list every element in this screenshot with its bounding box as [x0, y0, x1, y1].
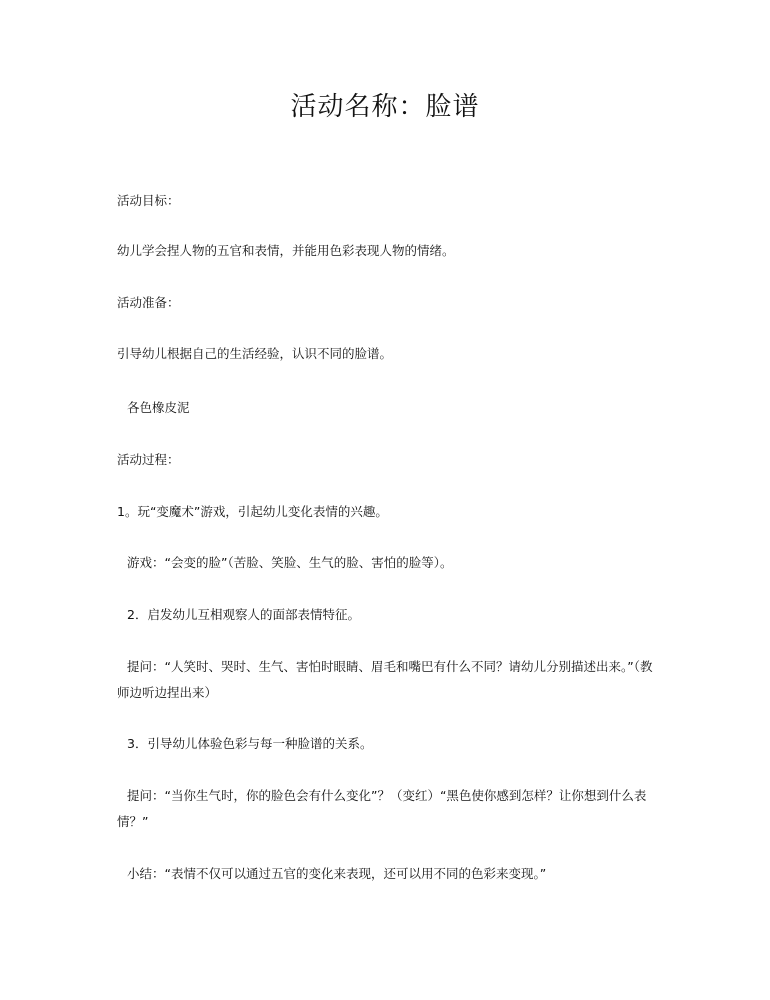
- step-2: 2．启发幼儿互相观察人的面部表情特征。: [127, 607, 360, 622]
- step-1-game: 游戏：“会变的脸”（苦脸、笑脸、生气的脸、害怕的脸等）。: [127, 555, 453, 570]
- section-heading-process: 活动过程：: [117, 452, 180, 467]
- step-2-question: 提问：“人笑时、哭时、生气、害怕时眼睛、眉毛和嘴巴有什么不同？请幼儿分别描述出来。”（教师边听边捏出来）: [117, 659, 653, 700]
- paragraph-goals: 幼儿学会捏人物的五官和表情，并能用色彩表现人物的情绪。: [117, 243, 455, 258]
- paragraph-preparation: 引导幼儿根据自己的生活经验，认识不同的脸谱。: [117, 346, 393, 361]
- step-3-question: 提问：“当你生气时，你的脸色会有什么变化”？（变红）“黑色使你感到怎样？让你想到什么表情？”: [117, 788, 647, 829]
- step-1: 1。玩“变魔术”游戏，引起幼儿变化表情的兴趣。: [117, 504, 388, 519]
- step-3: 3．引导幼儿体验色彩与每一种脸谱的关系。: [127, 736, 373, 751]
- section-heading-goals: 活动目标：: [117, 193, 180, 208]
- summary: 小结：“表情不仅可以通过五官的变化来表现，还可以用不同的色彩来变现。”: [127, 866, 547, 881]
- section-heading-preparation: 活动准备：: [117, 295, 180, 310]
- document-title: 活动名称：脸谱: [290, 92, 480, 122]
- paragraph-materials: 各色橡皮泥: [127, 400, 190, 415]
